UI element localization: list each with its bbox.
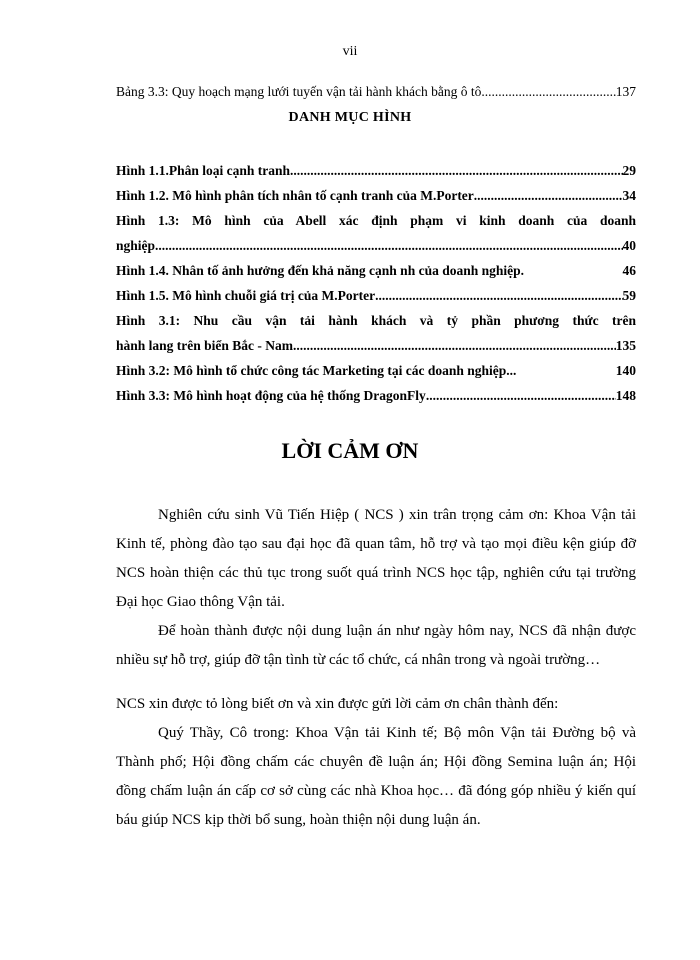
figure-entry-text: hành lang trên biển Bắc - Nam (116, 338, 294, 353)
acknowledgement-paragraph: Nghiên cứu sinh Vũ Tiến Hiệp ( NCS ) xin trân trọng cảm ơn: Khoa Vận tải Kinh tế, phòng đào tạo sau đại học đã quan tâm, hỗ trợ và tạo mọi điều kện giúp đỡ NCS hoàn thiện các thủ tục trong suốt quá trình NCS học tập, nghiên cứu tại trường Đại học Giao thông Vận tải. (116, 507, 636, 610)
figure-entry-text: Hình 1.5. Mô hình chuỗi giá trị của M.Porter (116, 288, 376, 303)
acknowledgement-title: LỜI CẢM ƠN (281, 438, 419, 463)
figure-entry-text: Hình 3.1: Nhu cầu vận tải hành khách và tỷ phần phương thức trên (116, 313, 636, 328)
dot-leader (481, 79, 615, 104)
figure-entry (116, 383, 636, 408)
figure-entry-line2 (116, 333, 636, 358)
figure-entry-text: Hình 3.3: Mô hình hoạt động của hệ thống DragonFly (116, 388, 426, 403)
figure-entry (116, 158, 636, 183)
figure-entry-text: Hình 3.2: Mô hình tổ chức công tác Marketing tại các doanh nghiệp. (116, 363, 510, 378)
acknowledgement-body (116, 690, 636, 719)
table-entry-text: Bảng 3.3: Quy hoạch mạng lưới tuyến vận tải hành khách bằng ô tô (116, 84, 482, 99)
figure-entry-page: 140 (615, 363, 636, 378)
page-number: vii (342, 44, 358, 59)
figure-entry (116, 283, 636, 308)
acknowledgement-body (116, 719, 636, 835)
figure-entry (116, 183, 636, 208)
figure-entry (116, 258, 636, 283)
figure-entry-page: 135 (615, 338, 636, 353)
figure-entry-text: Hình 1.1.Phân loại cạnh tranh (116, 163, 291, 178)
table-list-entry (116, 79, 636, 104)
figure-entry-line1 (116, 308, 636, 333)
figure-entry-text: nghiệp (116, 238, 156, 253)
figure-entry-page: 148 (615, 388, 636, 403)
figure-entry (116, 358, 636, 383)
dot-leader (426, 383, 616, 408)
dot-leader (290, 158, 622, 183)
dot-leader (155, 233, 622, 258)
acknowledgement-paragraph: Để hoàn thành được nội dung luận án như ngày hôm nay, NCS đã nhận được nhiều sự hỗ trợ, giúp đỡ tận tình từ các tổ chức, cá nhân trong và ngoài trường… (116, 623, 636, 668)
figure-entry-page: 34 (622, 188, 636, 203)
figure-entry-text: Hình 1.4. Nhân tố ảnh hưởng đến khả năng cạnh nh của doanh nghiệp (116, 263, 521, 278)
table-entry-page: 137 (615, 84, 636, 99)
figure-entry-text: Hình 1.3: Mô hình của Abell xác định phạm vi kinh doanh của doanh (116, 213, 636, 228)
figure-entry-page: 40 (622, 238, 636, 253)
acknowledgement-body (116, 501, 636, 675)
dot-leader: . (520, 263, 524, 278)
dot-leader (293, 333, 616, 358)
figure-entry-line1 (116, 208, 636, 233)
dot-leader: .. (509, 363, 517, 378)
acknowledgement-paragraph: NCS xin được tỏ lòng biết ơn và xin được gửi lời cảm ơn chân thành đến: (116, 696, 559, 712)
dot-leader (375, 283, 622, 308)
figure-entry-line2 (116, 233, 636, 258)
figure-entry-text: Hình 1.2. Mô hình phân tích nhân tố cạnh tranh của M.Porter (116, 188, 474, 203)
acknowledgement-paragraph: Quý Thầy, Cô trong: Khoa Vận tải Kinh tế; Bộ môn Vận tải Đường bộ và Thành phố; Hội đồng chấm các chuyên đề luận án; Hội đồng Semina luận án; Hội đồng chấm luận án cấp cơ sở cùng các nhà Khoa học… đã đóng góp nhiều ý kiến quí báu giúp NCS kịp thời bổ sung, hoàn thiện nội dung luận án. (116, 725, 636, 828)
figures-heading: DANH MỤC HÌNH (288, 110, 412, 125)
figure-entry-page: 46 (622, 263, 636, 278)
figure-entry-page: 59 (622, 288, 636, 303)
figure-entry-page: 29 (622, 163, 636, 178)
figure-list (116, 158, 636, 408)
dot-leader (474, 183, 623, 208)
